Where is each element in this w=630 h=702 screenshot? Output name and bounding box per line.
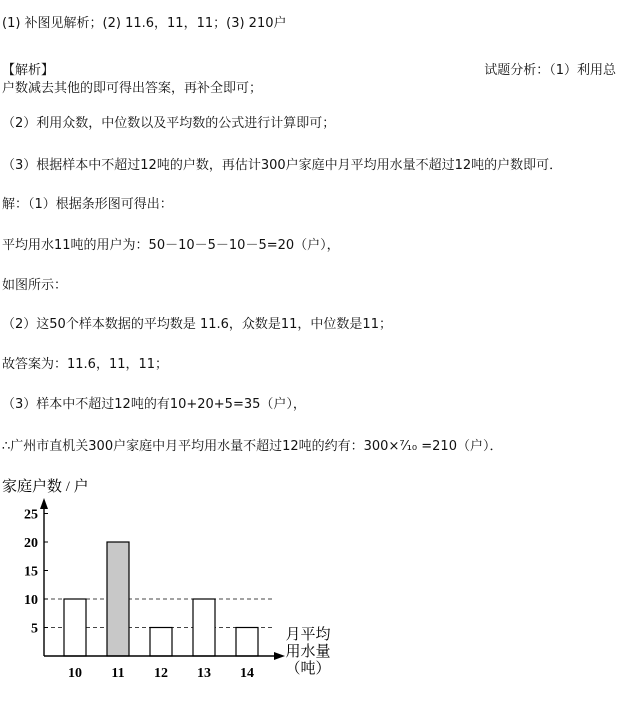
analysis-intro: 试题分析：（1）利用总 [484, 63, 616, 78]
y-tick-label: 25 [24, 507, 38, 523]
bar-11 [107, 542, 129, 656]
solution-heading: 解：（1）根据条形图可得出： [2, 197, 173, 212]
analysis-label: 【解析】 [2, 63, 55, 78]
answer2-line: 故答案为：11.6，11，11； [2, 357, 169, 372]
y-axis-arrow [40, 498, 48, 509]
analysis-item-3: （3）根据样本中不超过12吨的户数，再估计300户家庭中月平均用水量不超过12吨的户数即可． [2, 158, 563, 173]
x-tick-label: 12 [154, 666, 168, 681]
as-shown-line: 如图所示： [2, 278, 68, 293]
x-axis-label: 月平均 [285, 627, 331, 643]
bar-12 [150, 628, 172, 657]
part3-line: （3）样本中不超过12吨的有10+20+5=35（户）， [2, 397, 306, 412]
calc-line: 平均用水11吨的用户为：50－10－5－10－5=20（户）， [2, 238, 340, 253]
y-axis-label: 家庭户数 / 户 [2, 479, 89, 495]
mean-line: （2）这50个样本数据的平均数是 11.6，众数是11，中位数是11； [2, 317, 392, 332]
x-axis-label: （吨） [285, 661, 331, 677]
x-tick-label: 11 [111, 666, 125, 681]
x-axis-label: 用水量 [285, 644, 331, 660]
x-tick-label: 14 [240, 666, 254, 681]
bar-13 [193, 599, 215, 656]
bar-14 [236, 628, 258, 657]
x-axis-arrow [274, 652, 285, 660]
bar-chart [0, 472, 630, 702]
analysis-item-2: （2）利用众数，中位数以及平均数的公式进行计算即可； [2, 116, 336, 131]
estimate-line: ∴广州市直机关300户家庭中月平均用水量不超过12吨的约有：300×⁷⁄₁₀ =210（户）． [2, 439, 503, 454]
y-tick-label: 15 [24, 564, 38, 580]
answer-line: (1) 补图见解析；(2) 11.6，11，11；(3) 210户 [2, 16, 287, 31]
x-tick-label: 13 [197, 666, 211, 681]
y-tick-label: 20 [24, 536, 38, 551]
x-tick-label: 10 [68, 666, 82, 681]
analysis-continuation: 户数减去其他的即可得出答案，再补全即可； [2, 81, 263, 96]
y-tick-label: 5 [31, 621, 38, 637]
bar-10 [64, 599, 86, 656]
y-tick-label: 10 [24, 593, 38, 608]
